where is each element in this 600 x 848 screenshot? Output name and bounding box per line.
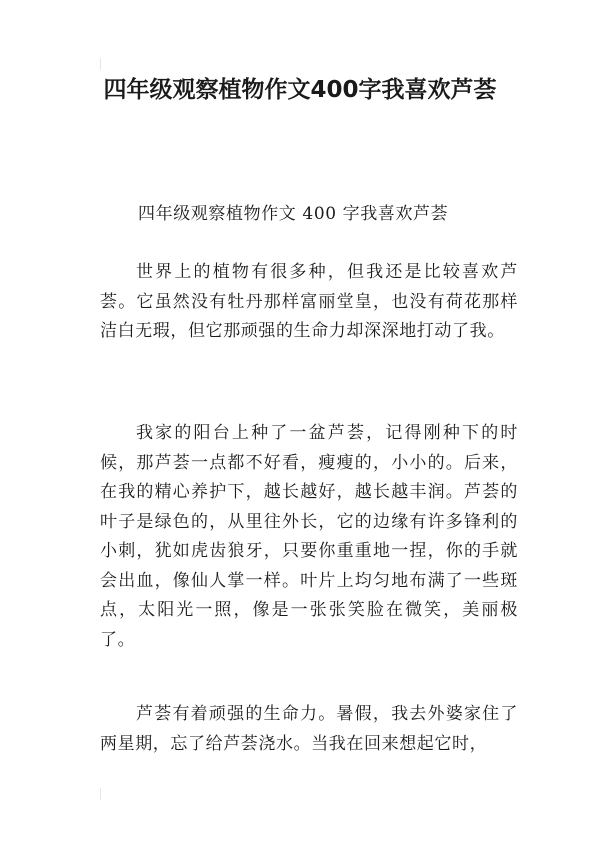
margin-mark-bottom	[100, 788, 101, 800]
paragraph-2: 我家的阳台上种了一盆芦荟，记得刚种下的时候，那芦荟一点都不好看，瘦瘦的，小小的。后来，在我的精心养护下，越长越好，越长越丰润。芦荟的叶子是绿色的，从里往外长，它的边缘有许多锋利的小刺，犹如虎齿狼牙，只要你重重地一捏，你的手就会出血，像仙人掌一样。叶片上均匀地布满了一些斑点，太阳光一照，像是一张张笑脸在微笑，美丽极了。	[100, 423, 518, 650]
document-title: 四年级观察植物作文400字我喜欢芦荟	[103, 77, 497, 103]
document-subtitle: 四年级观察植物作文 400 字我喜欢芦荟	[138, 204, 449, 224]
paragraph-3: 芦荟有着顽强的生命力。暑假，我去外婆家住了两星期，忘了给芦荟浇水。当我在回来想起它时，	[100, 704, 518, 754]
paragraph-1: 世界上的植物有很多种，但我还是比较喜欢芦荟。它虽然没有牡丹那样富丽堂皇，也没有荷花那样洁白无瑕，但它那顽强的生命力却深深地打动了我。	[100, 262, 518, 341]
margin-mark-top	[100, 58, 101, 70]
